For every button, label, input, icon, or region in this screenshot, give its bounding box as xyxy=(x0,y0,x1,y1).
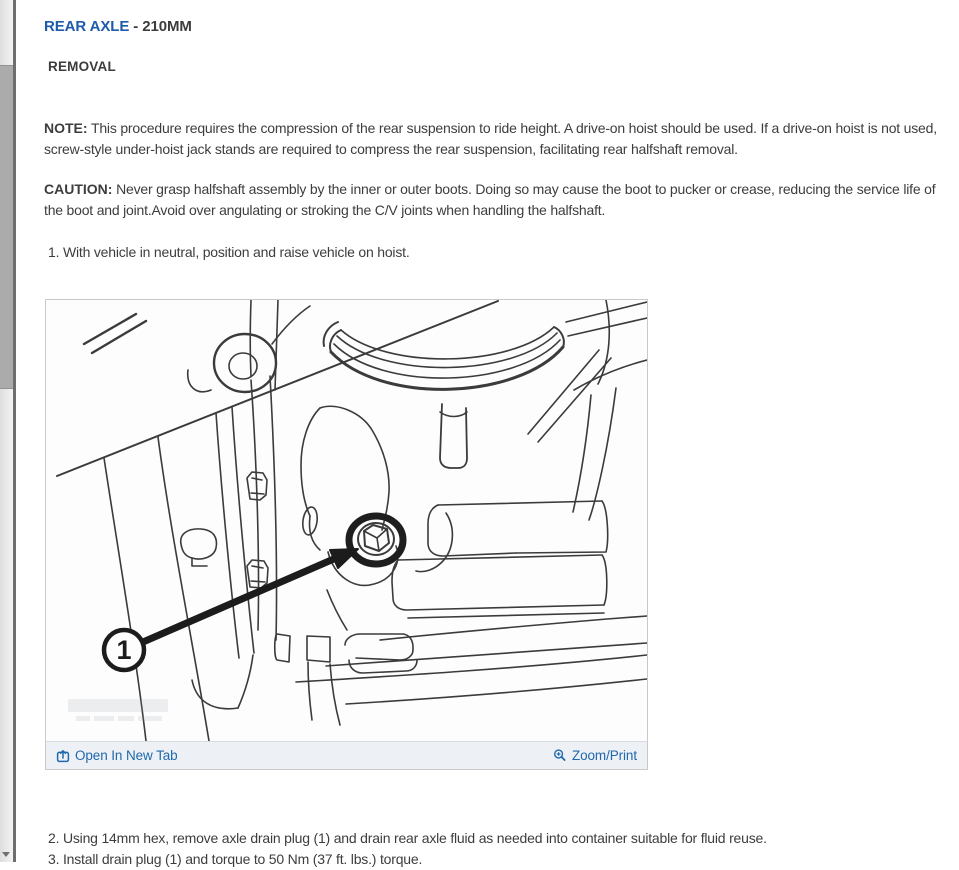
step-2: 2. Using 14mm hex, remove axle drain plug (1) and drain rear axle fluid as needed into container suitable for fluid reuse. xyxy=(48,830,767,846)
zoom-print-label: Zoom/Print xyxy=(571,748,637,763)
scrollbar-down-arrow-icon[interactable] xyxy=(0,848,13,862)
step-1: 1. With vehicle in neutral, position and raise vehicle on hoist. xyxy=(48,244,410,260)
content-divider xyxy=(13,0,16,862)
open-in-new-tab-label: Open In New Tab xyxy=(75,748,178,763)
note-paragraph xyxy=(44,118,942,160)
scrollbar-thumb[interactable] xyxy=(0,65,13,389)
vertical-scrollbar[interactable] xyxy=(0,0,13,862)
caution-text: Never grasp halfshaft assembly by the inner or outer boots. Doing so may cause the boot to pucker or crease, reducing the service life of the boot and joint.Avoid over angulating or stroking the C/V joints when handling the halfshaft. xyxy=(44,181,936,218)
page-title xyxy=(44,18,192,35)
caution-label: CAUTION: xyxy=(44,181,113,197)
note-text: This procedure requires the compression of the rear suspension to ride height. A drive-on hoist should be used. If a drive-on hoist is not used, screw-style under-hoist jack stands are required to compress the rear suspension, facilitating rear halfshaft removal. xyxy=(44,120,937,157)
zoom-print-link[interactable] xyxy=(553,748,637,763)
caution-paragraph xyxy=(44,179,944,221)
zoom-magnifier-icon xyxy=(553,749,567,763)
open-in-new-tab-link[interactable] xyxy=(56,748,178,763)
figure-watermark xyxy=(68,699,168,721)
rear-axle-drain-plug-diagram xyxy=(46,300,647,741)
figure-toolbar xyxy=(46,741,647,769)
open-in-new-tab-icon xyxy=(56,749,70,763)
callout-1-label: 1 xyxy=(116,635,132,665)
rear-axle-link[interactable]: REAR AXLE xyxy=(44,18,130,35)
step-3: 3. Install drain plug (1) and torque to 50 Nm (37 ft. lbs.) torque. xyxy=(48,851,423,867)
section-heading: REMOVAL xyxy=(48,59,116,74)
figure-container xyxy=(45,299,648,770)
note-label: NOTE: xyxy=(44,120,88,136)
page-title-suffix: - 210MM xyxy=(129,18,192,35)
